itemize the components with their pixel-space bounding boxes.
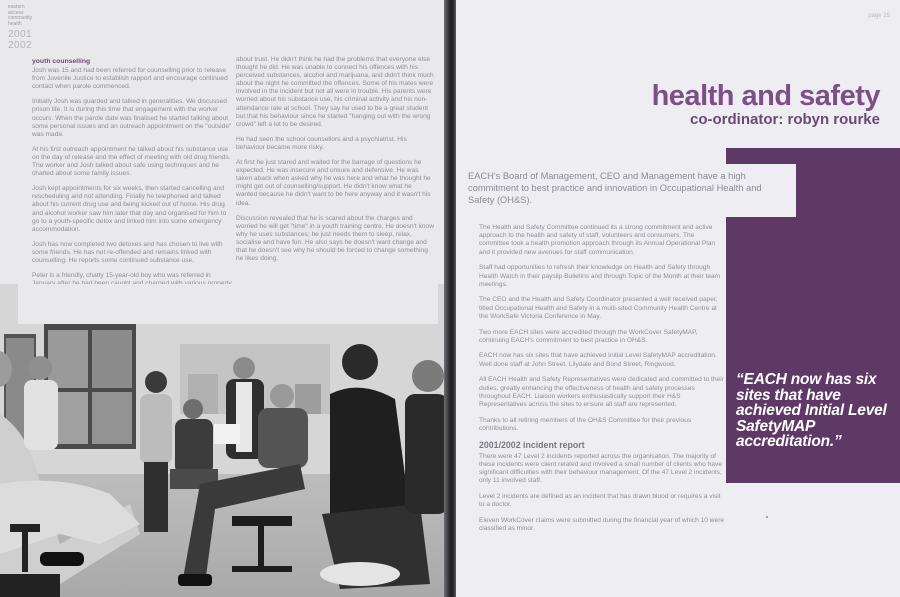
text-column-1 — [32, 58, 232, 303]
paragraph: Level 2 incidents are defined as an incident that has drawn blood or requires a visit to a doctor. — [479, 493, 721, 509]
page-number: page 25 — [868, 13, 890, 19]
text-column-2 — [236, 56, 434, 270]
paragraph: about trust. He didn't think he had the problems that everyone else thought he did. He was unable to connect his offences with his perceived substances, alcohol and marijuana, and didn't think much about the night he committed the offences. Some of his mates were involved in the incident but not all were in trouble. His parents were worried about his substance use, his criminal activity and his non-attendance rate at school. They say he used to be a great student but that his behaviour since he started "hanging out with the wrong crowd" left a lot to be desired. — [236, 56, 434, 128]
paragraph: All EACH Health and Safety Representatives were dedicated and committed to their duties, greatly enhancing the effectiveness of health and safety processes throughout EACH. Liaison workers enthusiastically support their H&S Representatives across the sites to ensure all staff are represented. — [479, 376, 724, 408]
year-line: 2002 — [8, 40, 33, 51]
paragraph: Initially Josh was guarded and talked in generalities. We discussed prison life. It is during this time that engagement with the worker occurs. When the parole date was finalised he started talking about some personal issues and an outreach appointment on the "outside" was made. — [32, 98, 232, 138]
paragraph: Thanks to all retiring members of the OH&S Committee for their previous contributions. — [479, 416, 692, 432]
paragraph: At his first outreach appointment he talked about his substance use on the day of release and the effect of meeting with old drug friends. The worker and Josh talked about safe using techniques and he chatted about some family issues. — [32, 145, 231, 178]
right-page — [456, 0, 900, 597]
paragraph: He had seen the school counsellors and a psychiatrist. His behaviour became more risky. — [236, 135, 407, 151]
group-photo — [0, 284, 448, 597]
year-line: 2001 — [8, 29, 33, 40]
body-column — [479, 224, 725, 541]
paragraph: There were 47 Level 2 incidents reported across the organisation. The majority of these incidents were client related and involved a small number of clients who have significant difficulties with their behaviour management. Of the 47 Level 2 incidents, only 11 involved staff. — [479, 452, 723, 485]
paragraph: Discussion revealed that he is scared about the charges and worried he will get "time" in a youth training centre. He doesn't know why he uses substances; he just needs them to sleep, relax, socialise and have fun. He also says he doesn't want change and that he doesn't see why he should be forced to change something he likes doing. — [236, 214, 434, 263]
paragraph: Two more EACH sites were accredited through the WorkCover SafetyMAP, continuing EACH's commitment to best practice in OH&S. — [479, 328, 698, 344]
section-heading: youth counselling — [32, 58, 91, 65]
page-title: health and safety — [651, 80, 880, 112]
bullet-dot — [766, 516, 768, 518]
group-photo-illustration — [0, 284, 448, 597]
masthead-line: eastern — [8, 4, 25, 10]
paragraph: Staff had opportunities to refresh their knowledge on Health and Safety through Health Watch in their payslip Bulletins and through Topic of the Month at their team meetings. — [479, 264, 721, 288]
paragraph: Josh kept appointments for six weeks, then started cancelling and rescheduling and not attending. Finally he telephoned and talked about his current drug use and being kicked out of home. His drug and alcohol worker saw him later that day and organised for him to go to a youth-specific detox and linked him into some emergency accommodation. — [32, 185, 227, 233]
paragraph: Josh has now completed two detoxes and has chosen to live with some friends. He has not re-offended and remains linked with counselling. He reports some continued substance use. — [32, 240, 223, 264]
masthead-years — [8, 29, 42, 51]
pull-quote: “EACH now has six sites that have achieved Initial Level SafetyMAP accreditation.” — [736, 371, 887, 450]
paragraph: Eleven WorkCover claims were submitted during the financial year of which 10 were classified as minor. — [479, 516, 725, 533]
incident-report-heading: 2001/2002 incident report — [479, 439, 585, 450]
masthead-line: access — [8, 9, 24, 16]
masthead-line: health — [8, 20, 22, 27]
page-subtitle: co-ordinator: robyn rourke — [689, 111, 880, 128]
paragraph: Peter is a friendly, chatty 15-year-old boy who was referred in — [32, 272, 211, 280]
masthead — [8, 5, 38, 27]
paragraph: The CEO and the Health and Safety Coordinator presented a well received paper, titled Occupational Health and Safety in a multi-sited Community Health Centre at the WorkSafe Victoria Conference in May. — [479, 296, 718, 320]
paragraph: The Health and Safety Committee continued its a strong commitment and active approach to the health and safety of staff, volunteers and consumers. The committee took a health promotion approach through its Annual Operational Plan and it provided new avenues for staff communication. — [479, 224, 716, 256]
intro-paragraph: EACH's Board of Management, CEO and Management have a high commitment to best practice and innovation in Occupational Health and Safety (OH&S). — [468, 171, 762, 205]
left-page — [0, 0, 448, 597]
paragraph: Josh was 15 and had been referred for counselling prior to release from Juvenile Justice to establish rapport and encourage continued contact when parole commenced. — [32, 67, 228, 91]
paragraph: EACH now has six sites that have achieved Initial Level SafetyMAP accreditation. Well done staff at John Street, Lilydale and Bond Street, Ringwood. — [479, 352, 717, 368]
masthead-line: community — [8, 15, 33, 21]
paragraph: At first he just stared and waited for the barrage of questions he expected. He was insecure and unsure and defensive. He was taken aback when asked why he was here and what he thought he might get out of counselling/support. He didn't know what he wanted because he didn't want to be here anyway and it wasn't his idea. — [236, 159, 431, 207]
